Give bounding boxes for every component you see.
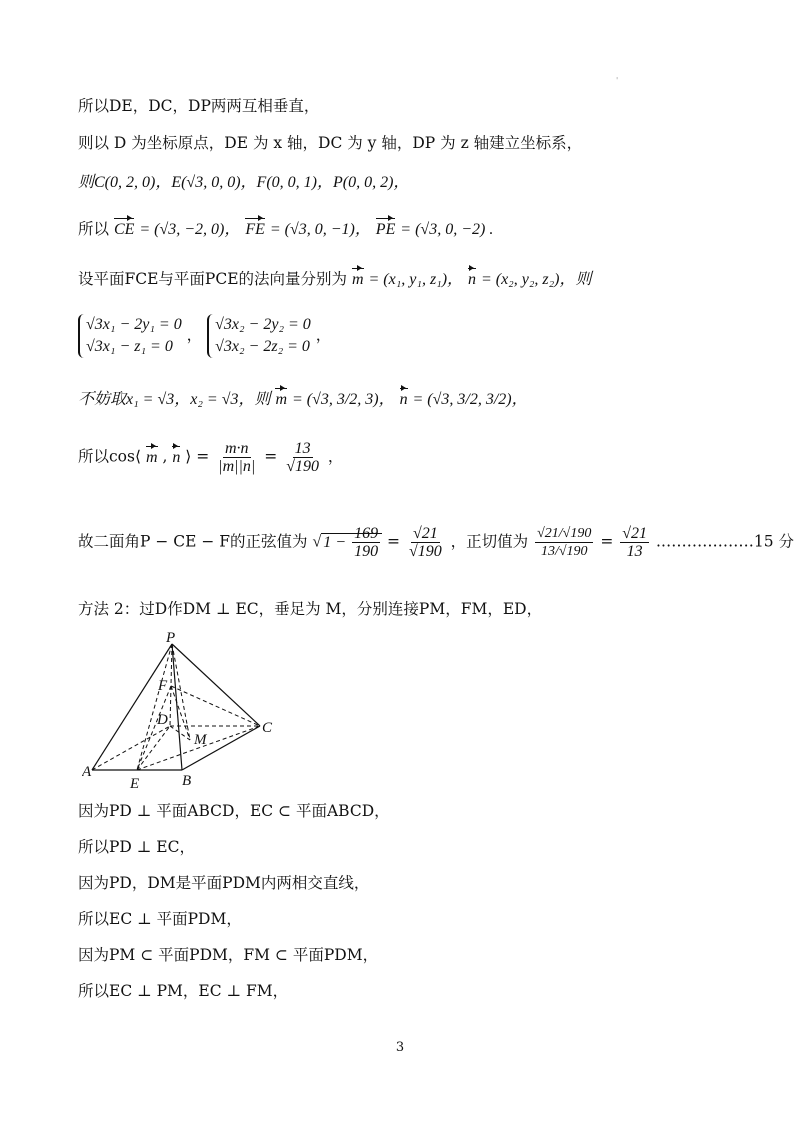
equation-systems: √3x₁ − 2y₁ = 0 √3x₁ − z₁ = 0 ， √3x₂ − 2y₂ = 0 √3x₂ − 2z₂ = 0 ， <box>78 314 331 358</box>
segment-ed <box>137 726 170 770</box>
system-row: √3x₁ − 2y₁ = 0 <box>86 316 182 333</box>
text-line-15: 因为PM ⊂ 平面PDM，FM ⊂ 平面PDM， <box>78 946 379 964</box>
vector-pe-value: = (√3, 0, −2) . <box>400 221 494 238</box>
vector-m-def: = (x₁, y₁, z₁)， <box>368 271 464 288</box>
system-row: √3x₂ − 2z₂ = 0 <box>215 338 310 355</box>
segment-fc <box>171 686 260 726</box>
text-line-14: 所以EC ⊥ 平面PDM， <box>78 910 242 928</box>
vector-fe: FE <box>245 219 265 241</box>
text-line-16: 所以EC ⊥ PM，EC ⊥ FM， <box>78 982 289 1000</box>
tangent-value: $\frac{√21}{13}$ <box>622 525 648 560</box>
equation-system-1 <box>78 314 182 358</box>
text-line-9: 故二面角P − CE − F的正弦值为 √ 1 − $\frac{169}{190}$ = $\frac{√21}{√190}$ ，正切值为 $\frac{√21/√190}{13/√190}$ = $\frac{√21}{13}$ .………………15 分 <box>78 525 795 561</box>
pyramid-figure <box>82 630 282 792</box>
vector-n: n <box>400 389 408 411</box>
text-line-7 <box>78 388 528 411</box>
vector-m-value: = (√3, 3/2, 3)， <box>291 391 395 408</box>
text-line-1: 所以DE，DC，DP两两互相垂直， <box>78 97 320 115</box>
label-a: A <box>82 764 92 780</box>
cos-fraction-2: $\frac{13}{√190}$ <box>286 440 319 475</box>
text-line-11: 因为PD ⊥ 平面ABCD，EC ⊂ 平面ABCD， <box>78 802 390 820</box>
label-p: P <box>166 630 176 646</box>
edge-pa <box>92 644 172 770</box>
vector-m: m <box>146 447 158 469</box>
segment-fm <box>171 686 190 740</box>
sine-prefix: 故二面角P − CE − F的正弦值为 <box>78 532 308 551</box>
equation-system-2 <box>207 314 311 358</box>
corner-mark: ' <box>616 76 619 85</box>
vector-pe: PE <box>376 219 396 241</box>
label-f: F <box>158 678 168 694</box>
label-d: D <box>157 712 168 728</box>
text-line-13: 因为PD，DM是平面PDM内两相交直线， <box>78 874 370 892</box>
text-line-5 <box>78 268 592 291</box>
sine-radical: 1 − $\frac{169}{190}$ <box>321 533 382 551</box>
edge-ad <box>92 726 170 770</box>
vector-m: m <box>352 269 364 291</box>
vector-m: m <box>275 389 287 411</box>
cos-fraction-1: $\frac{m\cdot n}{|m||n|}$ <box>218 440 256 475</box>
segment-pe <box>137 644 172 770</box>
text-line-8: 所以cos⟨ m , n ⟩ = $\frac{m\cdot n}{|m||n|}$ = $\frac{13}{√190}$ ， <box>78 440 344 475</box>
text-prefix: 设平面FCE与平面PCE的法向量分别为 <box>78 270 348 288</box>
tangent-compound-fraction: $\frac{√21/√190}{13/√190}$ <box>537 526 592 559</box>
vector-n-value: = (√3, 3/2, 3/2)， <box>412 391 528 408</box>
vector-n: n <box>468 269 476 291</box>
vector-n: n <box>172 447 180 469</box>
text-line-12: 所以PD ⊥ EC， <box>78 838 195 856</box>
label-c: C <box>262 720 273 736</box>
separator: , <box>162 447 168 466</box>
vector-ce-value: = (√3, −2, 0)， <box>139 221 241 238</box>
edge-pb <box>172 644 182 770</box>
label-e: E <box>130 776 140 792</box>
edge-pd <box>170 644 172 726</box>
text-choose: 不妨取x₁ = √3，x₂ = √3，则 <box>78 391 271 408</box>
text-prefix: 所以 <box>78 220 110 238</box>
system-row: √3x₂ − 2y₂ = 0 <box>215 316 311 333</box>
vector-n-def: = (x₂, y₂, z₂)，则 <box>480 271 592 288</box>
text-line-2: 则以 D 为坐标原点，DE 为 x 轴，DC 为 y 轴，DP 为 z 轴建立坐标系， <box>78 134 583 152</box>
text-line-4 <box>78 218 493 241</box>
text-line-3: 则C(0, 2, 0)，E(√3, 0, 0)，F(0, 0, 1)，P(0, 0, 2)， <box>78 174 410 191</box>
cos-prefix: 所以cos⟨ <box>78 447 142 466</box>
system-row: √3x₁ − z₁ = 0 <box>86 338 173 355</box>
cos-eq: ⟩ = <box>185 447 210 466</box>
tangent-label: ，正切值为 <box>450 532 529 551</box>
sine-value: $\frac{√21}{√190}$ <box>408 525 442 560</box>
text-line-10: 方法 2：过D作DM ⊥ EC，垂足为 M，分别连接PM，FM，ED， <box>78 600 543 618</box>
score-dots: .………………15 分 <box>655 532 795 551</box>
page-number: 3 <box>395 1040 405 1055</box>
vector-fe-value: = (√3, 0, −1)， <box>269 221 371 238</box>
label-b: B <box>182 773 192 789</box>
label-m: M <box>194 732 207 748</box>
fraction-169-190: $\frac{169}{190}$ <box>354 525 379 561</box>
vector-ce: CE <box>114 219 134 241</box>
